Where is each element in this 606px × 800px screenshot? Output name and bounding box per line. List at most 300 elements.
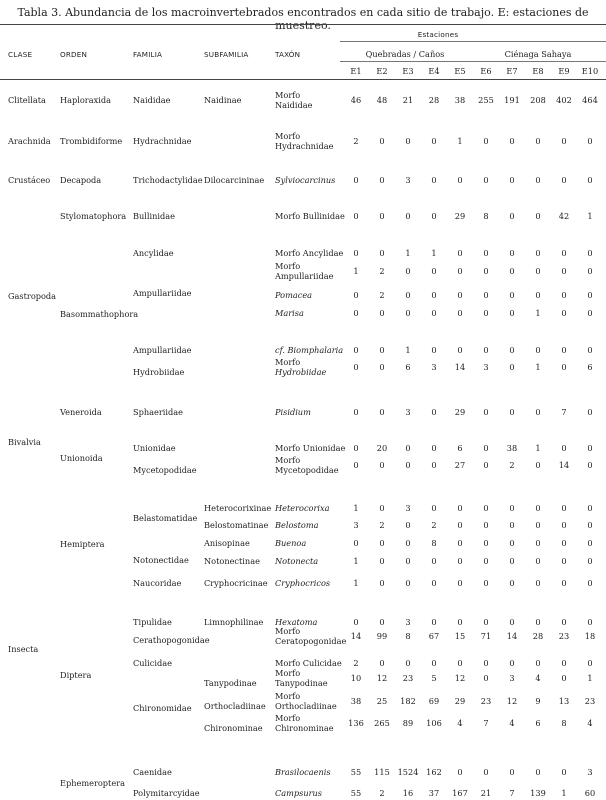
- table-caption: Tabla 3. Abundancia de los macroinvertebrados encontrados en cada sitio de trabajo. E: estaciones de muestreo.: [17, 6, 589, 32]
- abundance-value: 0: [353, 290, 359, 300]
- abundance-value: 99: [376, 631, 388, 641]
- abundance-value: 0: [457, 345, 463, 355]
- abundance-value: 0: [457, 308, 463, 318]
- abundance-value: 55: [350, 767, 362, 777]
- order-label: Haploraxida: [60, 95, 111, 105]
- abundance-value: 0: [509, 520, 515, 530]
- abundance-value: 0: [587, 460, 593, 470]
- abundance-value: 0: [561, 362, 567, 372]
- abundance-value: 139: [530, 788, 546, 798]
- order-label: Stylomatophora: [60, 211, 127, 221]
- abundance-value: 29: [454, 407, 466, 417]
- abundance-value: 42: [558, 211, 570, 221]
- abundance-value: 0: [509, 617, 515, 627]
- taxon-label: Morfo: [275, 131, 301, 141]
- abundance-value: 67: [428, 631, 440, 641]
- family-label: Naucoridae: [133, 578, 182, 588]
- station-header-e1: E1: [350, 66, 362, 76]
- abundance-value: 0: [379, 538, 385, 548]
- abundance-value: 0: [535, 767, 541, 777]
- abundance-value: 16: [402, 788, 414, 798]
- order-label: Unionoida: [60, 453, 103, 463]
- family-label: Ampullariidae: [133, 288, 192, 298]
- abundance-value: 0: [379, 617, 385, 627]
- abundance-value: 0: [405, 538, 411, 548]
- abundance-value: 0: [457, 266, 463, 276]
- abundance-value: 7: [561, 407, 567, 417]
- family-label: Unionidae: [133, 443, 176, 453]
- abundance-value: 38: [350, 696, 362, 706]
- abundance-value: 55: [350, 788, 362, 798]
- taxon-label: Morfo Unionidae: [275, 443, 346, 453]
- abundance-value: 0: [379, 362, 385, 372]
- abundance-value: 208: [530, 95, 546, 105]
- taxon-label: Morfo: [275, 713, 301, 723]
- family-label: Polymitarcyidae: [133, 788, 200, 798]
- station-header-e3: E3: [402, 66, 414, 76]
- abundance-value: 0: [431, 578, 437, 588]
- subfamily-label: Notonectinae: [204, 556, 260, 566]
- abundance-value: 0: [405, 136, 411, 146]
- abundance-value: 0: [509, 658, 515, 668]
- subfamily-label: Belostomatinae: [204, 520, 269, 530]
- family-label: Hydrobiidae: [133, 367, 185, 377]
- abundance-value: 0: [587, 136, 593, 146]
- station-header-e6: E6: [480, 66, 492, 76]
- abundance-value: 0: [535, 211, 541, 221]
- taxon-label: Heterocorixa: [275, 503, 330, 513]
- abundance-value: 0: [509, 362, 515, 372]
- abundance-value: 0: [457, 503, 463, 513]
- abundance-value: 3: [483, 362, 489, 372]
- abundance-value: 0: [483, 538, 489, 548]
- header-clase: CLASE: [8, 50, 33, 59]
- abundance-value: 0: [483, 556, 489, 566]
- abundance-value: 0: [587, 290, 593, 300]
- abundance-value: 0: [535, 266, 541, 276]
- abundance-value: 27: [454, 460, 466, 470]
- subfamily-label: Tanypodinae: [204, 678, 257, 688]
- taxon-label: Morfo Bullinidae: [275, 211, 345, 221]
- abundance-value: 0: [509, 266, 515, 276]
- abundance-value: 0: [353, 345, 359, 355]
- abundance-value: 0: [535, 658, 541, 668]
- abundance-value: 4: [457, 718, 463, 728]
- station-header-e10: E10: [581, 66, 599, 76]
- abundance-value: 0: [353, 443, 359, 453]
- abundance-value: 38: [506, 443, 518, 453]
- abundance-value: 2: [379, 520, 385, 530]
- taxon-label: Cryphocricos: [275, 578, 331, 588]
- abundance-value: 0: [353, 538, 359, 548]
- abundance-value: 0: [483, 175, 489, 185]
- abundance-value: 0: [483, 266, 489, 276]
- abundance-value: 2: [509, 460, 515, 470]
- family-label: Cerathopogonidae: [133, 635, 210, 645]
- taxon-label: Morfo: [275, 357, 301, 367]
- abundance-value: 0: [431, 290, 437, 300]
- abundance-value: 0: [535, 503, 541, 513]
- abundance-value: 0: [587, 556, 593, 566]
- abundance-value: 2: [353, 658, 359, 668]
- abundance-value: 0: [457, 175, 463, 185]
- abundance-value: 115: [374, 767, 390, 777]
- abundance-value: 2: [379, 266, 385, 276]
- abundance-value: 6: [457, 443, 463, 453]
- abundance-value: 10: [350, 673, 362, 683]
- abundance-value: 20: [376, 443, 388, 453]
- abundance-value: 12: [454, 673, 466, 683]
- abundance-value: 0: [509, 538, 515, 548]
- abundance-value: 0: [457, 290, 463, 300]
- abundance-value: 0: [535, 556, 541, 566]
- abundance-value: 0: [405, 211, 411, 221]
- abundance-value: 0: [509, 248, 515, 258]
- taxon-label: Notonecta: [275, 556, 319, 566]
- abundance-value: 0: [483, 503, 489, 513]
- abundance-value: 6: [535, 718, 541, 728]
- abundance-value: 28: [428, 95, 440, 105]
- abundance-value: 0: [587, 617, 593, 627]
- abundance-value: 0: [379, 460, 385, 470]
- abundance-value: 0: [561, 136, 567, 146]
- abundance-value: 162: [426, 767, 442, 777]
- taxon-label: cf. Biomphalaria: [275, 345, 344, 355]
- abundance-value: 1: [353, 503, 359, 513]
- abundance-value: 0: [561, 503, 567, 513]
- abundance-value: 3: [405, 617, 411, 627]
- estaciones-rule: [340, 41, 606, 42]
- abundance-value: 0: [431, 443, 437, 453]
- taxon-label: Marisa: [275, 308, 304, 318]
- taxon-label: Brasilocaenis: [275, 767, 331, 777]
- abundance-value: 191: [504, 95, 520, 105]
- abundance-value: 106: [426, 718, 442, 728]
- abundance-value: 0: [535, 538, 541, 548]
- abundance-value: 14: [506, 631, 518, 641]
- taxon-label: Morfo: [275, 691, 301, 701]
- abundance-value: 0: [535, 578, 541, 588]
- abundance-value: 0: [483, 578, 489, 588]
- abundance-value: 0: [431, 658, 437, 668]
- station-header-e9: E9: [558, 66, 570, 76]
- subfamily-label: Chironominae: [204, 723, 263, 733]
- abundance-value: 2: [379, 290, 385, 300]
- abundance-value: 18: [584, 631, 596, 641]
- abundance-value: 0: [457, 767, 463, 777]
- header-taxon: TAXÓN: [275, 50, 301, 59]
- taxon-label: Morfo Culicidae: [275, 658, 342, 668]
- header-bottom-rule: [0, 79, 606, 80]
- abundance-value: 0: [431, 407, 437, 417]
- abundance-value: 0: [561, 443, 567, 453]
- abundance-value: 0: [457, 617, 463, 627]
- abundance-value: 29: [454, 696, 466, 706]
- header-subfamilia: SUBFAMILIA: [204, 50, 249, 59]
- header-familia: FAMILIA: [133, 50, 163, 59]
- abundance-value: 89: [402, 718, 414, 728]
- abundance-value: 0: [405, 290, 411, 300]
- header-group-cienaga: Ciénaga Sahaya: [504, 49, 572, 59]
- abundance-value: 1: [353, 578, 359, 588]
- abundance-value: 167: [452, 788, 468, 798]
- abundance-value: 0: [379, 248, 385, 258]
- abundance-value: 0: [535, 617, 541, 627]
- abundance-value: 0: [509, 211, 515, 221]
- abundance-value: 0: [431, 175, 437, 185]
- abundance-value: 0: [431, 460, 437, 470]
- taxon-label: Morfo Ancylidae: [275, 248, 344, 258]
- taxon-label: Naididae: [275, 100, 313, 110]
- class-label: Bivalvia: [8, 437, 41, 447]
- abundance-value: 0: [483, 520, 489, 530]
- abundance-value: 0: [509, 136, 515, 146]
- abundance-value: 29: [454, 211, 466, 221]
- taxon-label: Morfo: [275, 90, 301, 100]
- abundance-value: 0: [379, 503, 385, 513]
- abundance-value: 1: [457, 136, 463, 146]
- abundance-value: 0: [353, 175, 359, 185]
- abundance-value: 7: [509, 788, 515, 798]
- abundance-value: 8: [561, 718, 567, 728]
- station-header-e7: E7: [506, 66, 518, 76]
- abundance-value: 2: [353, 136, 359, 146]
- abundance-value: 0: [561, 538, 567, 548]
- abundance-value: 0: [535, 460, 541, 470]
- abundance-value: 0: [561, 290, 567, 300]
- taxon-label: Morfo: [275, 455, 301, 465]
- abundance-value: 0: [587, 443, 593, 453]
- taxon-label: Morfo: [275, 668, 301, 678]
- abundance-value: 3: [353, 520, 359, 530]
- subfamily-label: Naidinae: [204, 95, 242, 105]
- abundance-value: 1: [561, 788, 567, 798]
- order-label: Ephemeroptera: [60, 778, 125, 788]
- abundance-value: 0: [405, 443, 411, 453]
- abundance-value: 0: [405, 308, 411, 318]
- taxon-label: Chironominae: [275, 723, 334, 733]
- abundance-value: 0: [431, 617, 437, 627]
- class-label: Gastropoda: [8, 291, 57, 301]
- abundance-value: 0: [587, 175, 593, 185]
- group-rule: [340, 61, 606, 62]
- abundance-value: 0: [405, 520, 411, 530]
- taxon-label: Hexatoma: [275, 617, 318, 627]
- abundance-value: 0: [509, 175, 515, 185]
- abundance-value: 0: [561, 248, 567, 258]
- abundance-value: 0: [483, 767, 489, 777]
- abundance-value: 60: [584, 788, 596, 798]
- abundance-value: 0: [509, 308, 515, 318]
- abundance-value: 0: [535, 248, 541, 258]
- abundance-value: 0: [483, 136, 489, 146]
- abundance-value: 402: [556, 95, 572, 105]
- taxon-label: Morfo: [275, 626, 301, 636]
- abundance-value: 21: [480, 788, 492, 798]
- abundance-value: 0: [535, 407, 541, 417]
- abundance-value: 0: [509, 407, 515, 417]
- order-label: Basommathophora: [60, 309, 139, 319]
- abundance-value: 1: [535, 362, 541, 372]
- abundance-value: 15: [454, 631, 466, 641]
- abundance-value: 1: [431, 248, 437, 258]
- taxon-label: Buenoa: [275, 538, 307, 548]
- abundance-value: 0: [561, 578, 567, 588]
- abundance-value: 1: [535, 443, 541, 453]
- abundance-value: 3: [587, 767, 593, 777]
- family-label: Belastomatidae: [133, 513, 198, 523]
- family-label: Sphaeriidae: [133, 407, 183, 417]
- taxon-label: Morfo: [275, 261, 301, 271]
- taxon-label: Pisidium: [275, 407, 311, 417]
- abundance-value: 2: [379, 788, 385, 798]
- abundance-value: 0: [535, 136, 541, 146]
- taxon-label: Orthocladiinae: [275, 701, 337, 711]
- abundance-value: 0: [379, 136, 385, 146]
- abundance-value: 0: [561, 345, 567, 355]
- header-orden: ORDEN: [60, 50, 88, 59]
- abundance-value: 0: [561, 175, 567, 185]
- abundance-value: 0: [405, 460, 411, 470]
- abundance-value: 0: [353, 460, 359, 470]
- abundance-value: 0: [457, 658, 463, 668]
- subfamily-label: Dilocarcininae: [204, 175, 265, 185]
- abundance-value: 0: [509, 578, 515, 588]
- abundance-value: 28: [532, 631, 544, 641]
- abundance-value: 0: [561, 520, 567, 530]
- abundance-value: 0: [483, 658, 489, 668]
- abundance-value: 0: [587, 578, 593, 588]
- abundance-value: 0: [431, 308, 437, 318]
- abundance-value: 0: [431, 503, 437, 513]
- abundance-value: 8: [483, 211, 489, 221]
- taxon-label: Campsurus: [275, 788, 323, 798]
- abundance-value: 9: [535, 696, 541, 706]
- family-label: Bullinidae: [133, 211, 176, 221]
- abundance-value: 12: [506, 696, 518, 706]
- abundance-value: 14: [558, 460, 570, 470]
- subfamily-label: Heterocorixinae: [204, 503, 272, 513]
- abundance-value: 3: [405, 407, 411, 417]
- subfamily-label: Limnophilinae: [204, 617, 264, 627]
- order-label: Diptera: [60, 670, 92, 680]
- abundance-value: 0: [353, 362, 359, 372]
- abundance-value: 0: [353, 211, 359, 221]
- abundance-value: 4: [509, 718, 515, 728]
- abundance-value: 0: [483, 443, 489, 453]
- abundance-value: 0: [405, 658, 411, 668]
- order-label: Hemiptera: [60, 539, 105, 549]
- family-label: Notonectidae: [133, 555, 189, 565]
- taxon-label: Pomacea: [275, 290, 313, 300]
- abundance-value: 0: [431, 136, 437, 146]
- abundance-value: 1524: [397, 767, 419, 777]
- abundance-value: 14: [454, 362, 466, 372]
- abundance-value: 0: [561, 556, 567, 566]
- family-label: Ancylidae: [133, 248, 174, 258]
- abundance-value: 0: [457, 578, 463, 588]
- abundance-value: 0: [457, 538, 463, 548]
- abundance-value: 0: [483, 407, 489, 417]
- abundance-value: 0: [379, 407, 385, 417]
- abundance-value: 13: [558, 696, 570, 706]
- abundance-value: 0: [483, 673, 489, 683]
- abundance-value: 0: [483, 308, 489, 318]
- abundance-value: 8: [405, 631, 411, 641]
- abundance-value: 0: [483, 460, 489, 470]
- abundance-value: 0: [509, 767, 515, 777]
- abundance-value: 265: [374, 718, 390, 728]
- abundance-value: 0: [509, 345, 515, 355]
- class-label: Crustáceo: [8, 175, 51, 185]
- abundance-value: 0: [353, 248, 359, 258]
- taxon-label: Sylviocarcinus: [275, 175, 336, 185]
- abundance-value: 0: [561, 767, 567, 777]
- abundance-value: 0: [535, 520, 541, 530]
- abundance-value: 1: [587, 211, 593, 221]
- abundance-value: 0: [431, 211, 437, 221]
- abundance-value: 464: [582, 95, 598, 105]
- abundance-value: 0: [353, 617, 359, 627]
- abundance-value: 4: [535, 673, 541, 683]
- abundance-value: 0: [561, 617, 567, 627]
- abundance-value: 5: [431, 673, 437, 683]
- abundance-value: 4: [587, 718, 593, 728]
- abundance-value: 2: [431, 520, 437, 530]
- abundance-value: 21: [402, 95, 414, 105]
- taxon-label: Mycetopodidae: [275, 465, 339, 475]
- order-label: Decapoda: [60, 175, 102, 185]
- abundance-value: 1: [353, 556, 359, 566]
- table-top-rule: [0, 24, 606, 25]
- abundance-table: [0, 24, 606, 800]
- header-estaciones: Estaciones: [417, 30, 459, 39]
- abundance-value: 1: [535, 308, 541, 318]
- abundance-value: 6: [405, 362, 411, 372]
- taxon-label: Belostoma: [275, 520, 319, 530]
- abundance-value: 0: [457, 520, 463, 530]
- abundance-value: 0: [587, 308, 593, 318]
- abundance-value: 0: [379, 578, 385, 588]
- abundance-value: 0: [379, 556, 385, 566]
- abundance-value: 255: [478, 95, 494, 105]
- abundance-value: 3: [509, 673, 515, 683]
- abundance-value: 0: [483, 248, 489, 258]
- abundance-value: 3: [405, 503, 411, 513]
- taxon-label: Ampullariidae: [275, 271, 334, 281]
- station-header-e2: E2: [376, 66, 388, 76]
- order-label: Veneroida: [60, 407, 102, 417]
- abundance-value: 0: [509, 556, 515, 566]
- abundance-value: 0: [457, 556, 463, 566]
- order-label: Trombidiforme: [60, 136, 123, 146]
- abundance-value: 0: [587, 345, 593, 355]
- abundance-value: 0: [483, 345, 489, 355]
- abundance-value: 6: [587, 362, 593, 372]
- abundance-value: 3: [431, 362, 437, 372]
- abundance-value: 0: [483, 290, 489, 300]
- abundance-value: 0: [587, 538, 593, 548]
- abundance-value: 0: [587, 658, 593, 668]
- abundance-value: 0: [379, 211, 385, 221]
- family-label: Caenidae: [133, 767, 172, 777]
- taxon-label: Hydrobiidae: [275, 367, 327, 377]
- abundance-value: 0: [535, 290, 541, 300]
- abundance-value: 23: [480, 696, 492, 706]
- abundance-value: 0: [587, 503, 593, 513]
- abundance-value: 0: [431, 556, 437, 566]
- abundance-value: 0: [561, 308, 567, 318]
